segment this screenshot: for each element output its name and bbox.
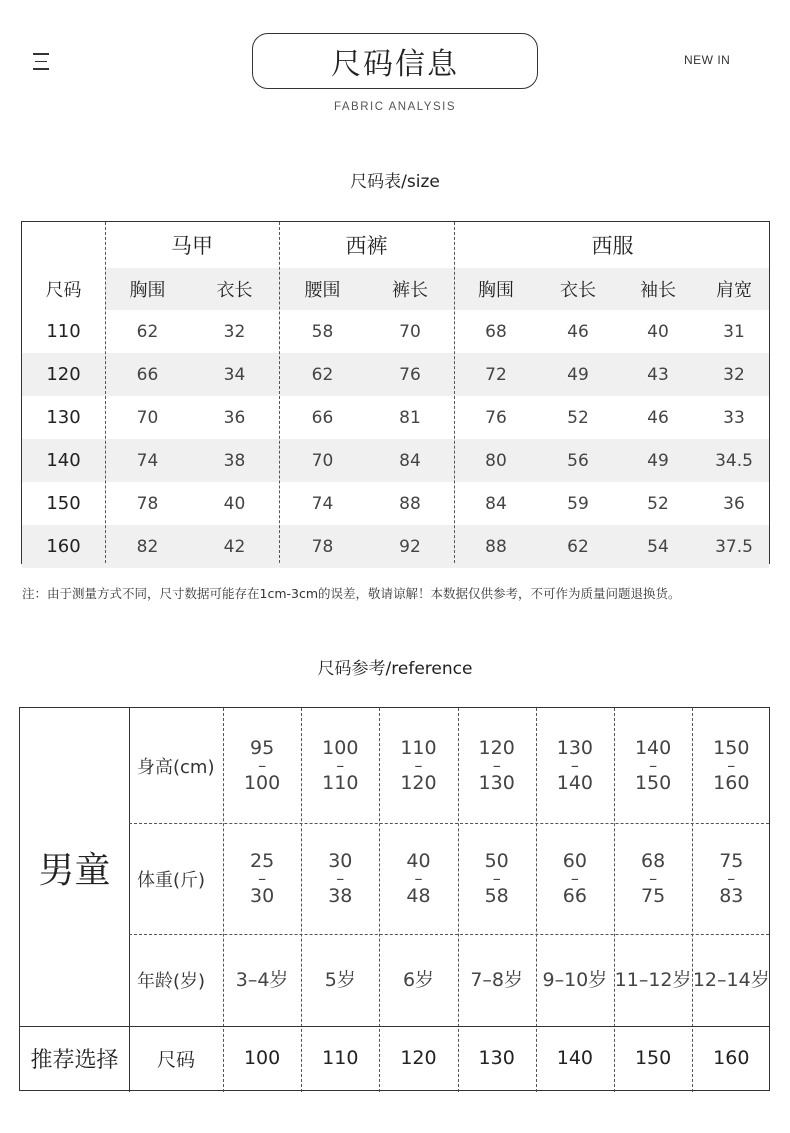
weight-range-cell-max: 66 — [562, 884, 587, 907]
column-header: 腰围 — [304, 280, 341, 301]
age-row-label: 年龄(岁) — [137, 971, 206, 992]
weight-range-cell-max: 30 — [250, 884, 275, 907]
weight-range-cell — [536, 823, 614, 934]
hamburger-menu-icon[interactable] — [33, 53, 49, 73]
table-cell: 43 — [647, 364, 669, 385]
weight-range-cell-min: 68 — [641, 849, 666, 872]
table-cell: 49 — [647, 450, 669, 471]
size-cell: 140 — [46, 450, 81, 471]
weight-range-cell-min: 30 — [328, 849, 353, 872]
size-cell: 160 — [46, 536, 81, 557]
height-range-cell-min: 150 — [713, 736, 750, 759]
age-cell: 12–14岁 — [692, 968, 770, 991]
table-cell: 74 — [311, 493, 334, 514]
table-cell: 62 — [136, 321, 159, 342]
table-cell: 66 — [311, 407, 334, 428]
age-cell: 3–4岁 — [235, 968, 289, 991]
height-range-cell — [536, 708, 614, 823]
reference-section-title: 尺码参考/reference — [317, 659, 473, 679]
weight-range-cell-min: 60 — [562, 849, 587, 872]
range-separator: – — [649, 868, 658, 888]
range-separator: – — [414, 755, 423, 775]
table-cell: 37.5 — [715, 536, 753, 557]
weight-range-cell-min: 25 — [250, 849, 275, 872]
weight-range-cell — [301, 823, 379, 934]
page-subtitle: FABRIC ANALYSIS — [334, 101, 456, 113]
table-cell: 78 — [311, 536, 334, 557]
height-range-cell — [301, 708, 379, 823]
recommended-size-cell: 130 — [478, 1047, 515, 1069]
table-cell: 68 — [485, 321, 507, 342]
table-cell: 92 — [399, 536, 421, 557]
height-range-cell-min: 110 — [400, 736, 437, 759]
height-range-cell — [614, 708, 692, 823]
height-range-cell-max: 130 — [478, 771, 515, 794]
age-cell: 9–10岁 — [542, 968, 608, 991]
table-cell: 62 — [567, 536, 589, 557]
table-cell: 88 — [399, 493, 421, 514]
range-separator: – — [414, 868, 423, 888]
height-row-label: 身高(cm) — [137, 756, 215, 778]
weight-range-cell — [614, 823, 692, 934]
column-header: 胸围 — [478, 280, 514, 301]
table-cell: 32 — [223, 321, 246, 342]
height-range-cell-max: 120 — [400, 771, 437, 794]
table-cell: 40 — [647, 321, 669, 342]
table-cell: 52 — [567, 407, 589, 428]
table-cell: 72 — [485, 364, 507, 385]
height-range-cell — [223, 708, 301, 823]
table-cell: 81 — [399, 407, 421, 428]
page-title-box — [252, 33, 538, 89]
table-cell: 31 — [723, 321, 745, 342]
height-range-cell-min: 120 — [478, 736, 515, 759]
range-separator: – — [649, 755, 658, 775]
group-header: 马甲 — [171, 234, 213, 258]
weight-range-cell-min: 40 — [406, 849, 431, 872]
height-range-cell-min: 130 — [556, 736, 594, 759]
recommend-size-label: 尺码 — [156, 1048, 195, 1071]
table-cell: 82 — [136, 536, 159, 557]
range-separator: – — [258, 868, 267, 888]
size-column-header: 尺码 — [45, 280, 82, 301]
table-cell: 78 — [136, 493, 159, 514]
recommended-size-cell: 120 — [400, 1047, 437, 1069]
height-range-cell-max: 110 — [322, 771, 359, 794]
table-cell: 32 — [723, 364, 745, 385]
group-header: 西服 — [591, 234, 634, 258]
weight-range-cell-max: 75 — [641, 884, 666, 907]
table-cell: 62 — [311, 364, 334, 385]
height-range-cell-min: 100 — [322, 736, 359, 759]
weight-row-label: 体重(斤) — [137, 869, 206, 891]
page-title: 尺码信息 — [331, 47, 459, 82]
size-section-title: 尺码表/size — [350, 172, 440, 192]
age-cell: 11–12岁 — [614, 968, 692, 991]
weight-range-cell — [379, 823, 457, 934]
range-separator: – — [570, 868, 579, 888]
reference-table — [19, 707, 770, 1091]
table-cell: 56 — [567, 450, 589, 471]
height-range-cell-min: 95 — [250, 736, 275, 759]
size-table — [21, 221, 770, 564]
table-cell: 66 — [136, 364, 159, 385]
weight-range-cell-min: 75 — [719, 849, 744, 872]
table-cell: 80 — [485, 450, 507, 471]
recommended-size-cell: 100 — [243, 1047, 281, 1069]
table-cell: 84 — [485, 493, 507, 514]
weight-range-cell-max: 83 — [719, 884, 744, 907]
table-cell: 70 — [311, 450, 334, 471]
table-cell: 36 — [723, 493, 745, 514]
range-separator: – — [727, 755, 736, 775]
recommend-label: 推荐选择 — [30, 1047, 119, 1073]
size-cell: 110 — [46, 321, 81, 342]
range-separator: – — [492, 868, 501, 888]
weight-range-cell — [458, 823, 536, 934]
table-cell: 40 — [223, 493, 246, 514]
recommended-size-cell: 160 — [713, 1047, 750, 1069]
column-header: 肩宽 — [716, 280, 752, 301]
age-cell: 7–8岁 — [470, 968, 524, 991]
table-cell: 33 — [723, 407, 745, 428]
table-cell: 84 — [399, 450, 421, 471]
table-cell: 59 — [567, 493, 589, 514]
recommended-size-cell: 110 — [322, 1047, 359, 1069]
weight-range-cell-min: 50 — [484, 849, 509, 872]
table-cell: 70 — [136, 407, 159, 428]
range-separator: – — [258, 755, 267, 775]
column-header: 袖长 — [640, 280, 676, 301]
recommended-size-cell: 150 — [634, 1047, 672, 1069]
recommended-size-cell: 140 — [556, 1047, 594, 1069]
age-cell: 6岁 — [402, 968, 435, 991]
table-cell: 76 — [399, 364, 421, 385]
range-separator: – — [336, 868, 345, 888]
table-cell: 54 — [647, 536, 669, 557]
table-cell: 58 — [311, 321, 334, 342]
range-separator: – — [492, 755, 501, 775]
table-cell: 88 — [485, 536, 507, 557]
height-range-cell — [692, 708, 770, 823]
size-cell: 150 — [46, 493, 81, 514]
height-range-cell-max: 140 — [556, 771, 594, 794]
column-header: 衣长 — [216, 280, 253, 301]
height-range-cell-max: 160 — [713, 771, 750, 794]
table-cell: 76 — [485, 407, 507, 428]
height-range-cell-min: 140 — [634, 736, 672, 759]
table-cell: 70 — [399, 321, 421, 342]
new-in-link[interactable]: NEW IN — [684, 53, 731, 67]
table-cell: 38 — [223, 450, 246, 471]
table-cell: 36 — [223, 407, 246, 428]
table-cell: 42 — [223, 536, 246, 557]
table-cell: 34.5 — [715, 450, 753, 471]
column-header: 衣长 — [560, 280, 596, 301]
size-note: 注：由于测量方式不同，尺寸数据可能存在1cm-3cm的误差，敬请谅解！本数据仅供参考，不可作为质量问题退换货。 — [22, 586, 681, 601]
weight-range-cell — [692, 823, 770, 934]
table-cell: 49 — [567, 364, 589, 385]
height-range-cell — [458, 708, 536, 823]
table-cell: 52 — [647, 493, 669, 514]
height-range-cell — [379, 708, 457, 823]
range-separator: – — [336, 755, 345, 775]
weight-range-cell-max: 38 — [328, 884, 353, 907]
table-cell: 74 — [136, 450, 159, 471]
column-header: 裤长 — [392, 280, 428, 301]
height-range-cell-max: 100 — [243, 771, 281, 794]
weight-range-cell-max: 58 — [484, 884, 509, 907]
table-cell: 46 — [567, 321, 589, 342]
table-cell: 34 — [223, 364, 246, 385]
size-cell: 120 — [46, 364, 81, 385]
range-separator: – — [727, 868, 736, 888]
category-label: 男童 — [38, 849, 111, 891]
table-cell: 46 — [647, 407, 669, 428]
range-separator: – — [570, 755, 579, 775]
size-cell: 130 — [46, 407, 81, 428]
weight-range-cell — [223, 823, 301, 934]
age-cell: 5岁 — [324, 968, 356, 991]
column-header: 胸围 — [129, 280, 166, 301]
weight-range-cell-max: 48 — [406, 884, 431, 907]
height-range-cell-max: 150 — [634, 771, 672, 794]
group-header: 西裤 — [345, 234, 388, 258]
